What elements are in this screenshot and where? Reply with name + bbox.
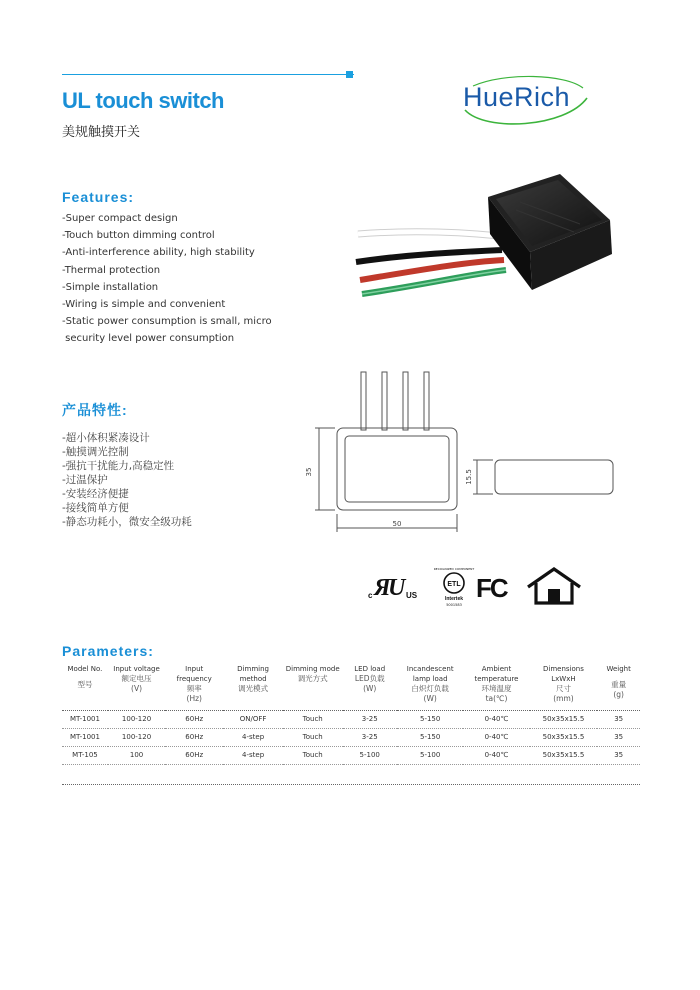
feature-cn-item: -静态功耗小，微安全级功耗 [62,516,192,528]
svg-text:ETL: ETL [447,581,461,588]
parameters-heading: Parameters: [62,643,154,659]
dimension-drawing [305,368,635,533]
table-cell: MT-1001 [69,715,100,723]
feature-item: security level power consumption [62,333,235,345]
svg-text:US: US [406,591,418,600]
etl-intertek-icon [434,567,475,607]
column-header: Input voltage 额定电压 (V) [113,665,160,693]
feature-item: -Touch button dimming control [62,230,215,242]
svg-text:U: U [388,575,406,601]
feature-cn-item: -触摸调光控制 [62,446,129,458]
feature-item: -Thermal protection [62,264,161,276]
huerich-logo [455,70,595,130]
features-cn-list [62,431,192,529]
table-cell: 50x35x15.5 [542,715,585,723]
svg-text:FC: FC [476,573,507,603]
table-cell: 3-25 [361,715,378,723]
svg-text:Intertek: Intertek [444,596,464,602]
header-rule-marker [346,71,353,78]
table-cell: 35 [614,751,624,759]
table-row [62,747,640,765]
table-cell: 0-40℃ [484,751,509,759]
logo-text: HueRich [463,82,571,112]
column-header: Dimensions LxWxH 尺寸 (mm) [543,665,584,703]
table-cell: 100-120 [121,733,152,741]
table-cell: 50x35x15.5 [542,751,585,759]
feature-cn-item: -超小体积紧凑设计 [62,432,150,444]
table-cell: MT-1001 [69,733,100,741]
table-row [62,729,640,747]
column-header: Weight 重量 (g) [606,665,631,699]
table-cell: 5-150 [420,733,441,741]
table-cell: Touch [302,751,323,759]
house-icon [528,569,580,603]
feature-item: -Static power consumption is small, micro [62,316,272,328]
feature-cn-item: -过温保护 [62,474,108,486]
table-cell: 50x35x15.5 [542,733,585,741]
table-cell: MT-105 [72,751,98,759]
table-cell: 60Hz [185,751,204,759]
width-dimension-label: 50 [392,520,402,528]
table-cell: 35 [614,715,624,723]
feature-cn-item: -接线简单方便 [62,502,129,514]
table-cell: 4-step [242,733,265,741]
table-cell: 5-150 [420,715,441,723]
table-cell: Touch [302,733,323,741]
svg-text:c: c [368,591,373,600]
fcc-icon [476,573,509,603]
feature-item: -Simple installation [62,281,159,293]
table-cell: 60Hz [185,715,204,723]
column-header: Incandescent lamp load 白炽灯负载 (W) [406,665,454,703]
page-subtitle: 美规触摸开关 [62,125,141,140]
svg-text:Я: Я [374,575,391,601]
column-header: Ambient temperature 环境温度 ta(℃) [474,665,519,703]
ul-recognized-icon [368,575,418,601]
features-list [62,210,272,348]
table-header-row [62,664,640,711]
table-cell: ON/OFF [239,715,267,723]
svg-text:5001583: 5001583 [446,603,462,607]
header-rule [62,74,354,75]
column-header: Dimming method 调光模式 [237,665,269,693]
table-bottom-rule [62,784,640,785]
column-header: Input frequency 频率 (Hz) [176,665,212,703]
feature-cn-item: -强抗干扰能力,高稳定性 [62,460,175,472]
table-cell: 3-25 [361,733,378,741]
feature-item: -Super compact design [62,213,178,224]
table-cell: 0-40℃ [484,715,509,723]
column-header: LED load LED负载 (W) [354,665,386,693]
table-cell: 5-100 [420,751,441,759]
table-row [62,711,640,729]
feature-item: -Wiring is simple and convenient [62,299,226,311]
certification-marks [368,565,588,610]
feature-item: -Anti-interference ability, high stability [62,247,255,259]
table-cell: 100-120 [121,715,152,723]
parameters-table [62,664,640,765]
height-dimension-label: 35 [305,467,313,477]
product-photo [350,162,620,312]
feature-cn-item: -安装经济便捷 [62,488,129,500]
table-cell: 0-40℃ [484,733,509,741]
table-cell: 100 [129,751,144,759]
table-cell: Touch [302,715,323,723]
table-cell: 35 [614,733,624,741]
depth-dimension-label: 15.5 [465,469,473,485]
svg-text:RECOGNIZED COMPONENT: RECOGNIZED COMPONENT [433,567,475,571]
features-heading: Features: [62,189,135,205]
table-cell: 5-100 [359,751,380,759]
table-cell: 60Hz [185,733,204,741]
column-header: Model No. 型号 [67,665,103,689]
table-cell: 4-step [242,751,265,759]
features-cn-heading: 产品特性: [62,402,128,418]
page-title: UL touch switch [62,88,224,113]
column-header: Dimming mode 调光方式 [285,665,340,683]
